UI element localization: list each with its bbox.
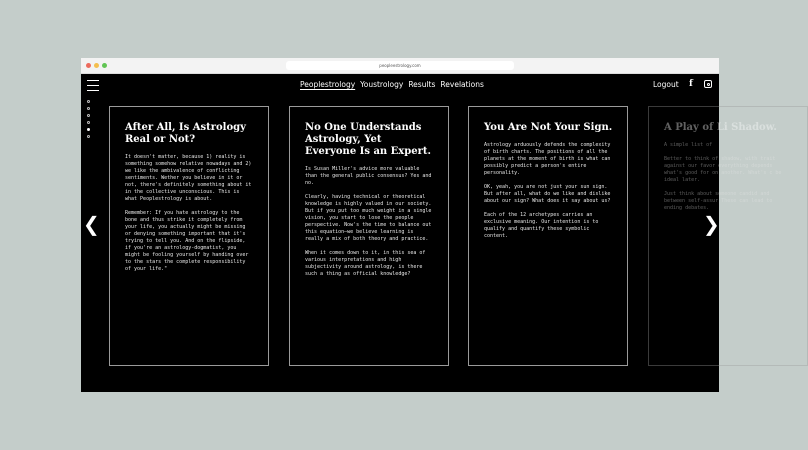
card-paragraph: OK, yeah, you are not just your sun sign. But after all, what do we like and dislike about our sign? What does it say about us?: [484, 184, 611, 204]
card-no-one-understands: [289, 106, 449, 366]
card-paragraph: Astrology arduously defends the complexity of birth charts. The positions of all the planets at the moment of birth is what can possibly predict a person's entire personality.: [484, 142, 611, 176]
card-title: After All, Is Astrology Real or Not?: [125, 122, 246, 145]
card-paragraph: Each of the 12 archetypes carries an exclusive meaning. Our intention is to qualify and quantify these symbolic content.: [484, 212, 599, 239]
pager-dot[interactable]: [87, 107, 90, 110]
address-bar[interactable]: peopleestrology.com: [286, 61, 514, 70]
card-title: No One Understands Astrology, Yet Everyone Is an Expert.: [305, 122, 431, 157]
nav-results[interactable]: Results: [408, 80, 436, 89]
instagram-icon[interactable]: [704, 80, 712, 88]
card-title: You Are Not Your Sign.: [484, 122, 613, 133]
card-paragraph: Is Susan Miller's advice more valuable than the general public consensus? Yes and no.: [305, 166, 432, 186]
card-not-your-sign: [468, 106, 628, 366]
nav-youstrology[interactable]: Youstrology: [360, 80, 404, 89]
slide-pager: [87, 100, 91, 142]
card-play-of-light-shadow: [648, 106, 808, 366]
close-window-dot[interactable]: [86, 63, 91, 68]
chevron-left-icon[interactable]: ❮: [83, 212, 100, 236]
card-paragraph: Clearly, having technical or theoretical knowledge is highly valued in our society. But if you put too much weight in a single vision, you start to lose the people perspective. Now's the time to balance out this equation—we believe learning is really a mix of both theory and practice.: [305, 194, 432, 242]
card-paragraph: A simple list of: [664, 142, 713, 148]
card-paragraph: It doesn't matter, because 1) reality is something somehow relative nowadays and 2) we like the ambivalence of conflicting sentiments. Wether you believe in it or not, there's definitely something about it in the collective unconscious. This is what Peoplestrology is about.: [125, 154, 252, 202]
facebook-icon[interactable]: f: [689, 79, 693, 89]
card-paragraph: Just think about someone candid and between self-assur These can lead to ending debates.: [664, 191, 773, 211]
chevron-right-icon[interactable]: ❯: [703, 212, 720, 236]
hamburger-menu-icon[interactable]: [87, 80, 99, 91]
pager-dot[interactable]: [87, 121, 90, 124]
card-astrology-real: [109, 106, 269, 366]
card-paragraph: When it comes down to it, in this sea of various interpretations and high subjectivity around astrology, is there such a thing as official knowledge?: [305, 250, 426, 277]
card-paragraph: Better to think of shadow, with trait against our favor everything depends what's good for on another. What's c be ideal later.: [664, 156, 782, 183]
pager-dot[interactable]: [87, 100, 90, 103]
page-content: [81, 74, 782, 392]
nav-revelations[interactable]: Revelations: [440, 80, 484, 89]
nav-peoplestrology[interactable]: Peoplestrology: [300, 80, 356, 89]
main-nav: [300, 80, 489, 89]
browser-window: [81, 58, 782, 392]
card-paragraph: Remember: If you hate astrology to the bone and thus strike it completely from your life, you actually might be missing or denying something important that it's trying to tell you. And on the flipside, if you're an astrology-dogmatist, you might be fooling yourself by handing over to the stars the complete responsibility of your life.": [125, 210, 249, 272]
minimize-window-dot[interactable]: [94, 63, 99, 68]
card-title: A Play of Li Shadow.: [664, 122, 777, 133]
pager-dot[interactable]: [87, 135, 90, 138]
logout-link[interactable]: Logout: [653, 80, 679, 89]
pager-dot-active[interactable]: [87, 128, 90, 131]
pager-dot[interactable]: [87, 114, 90, 117]
browser-chrome: [81, 58, 719, 74]
maximize-window-dot[interactable]: [102, 63, 107, 68]
